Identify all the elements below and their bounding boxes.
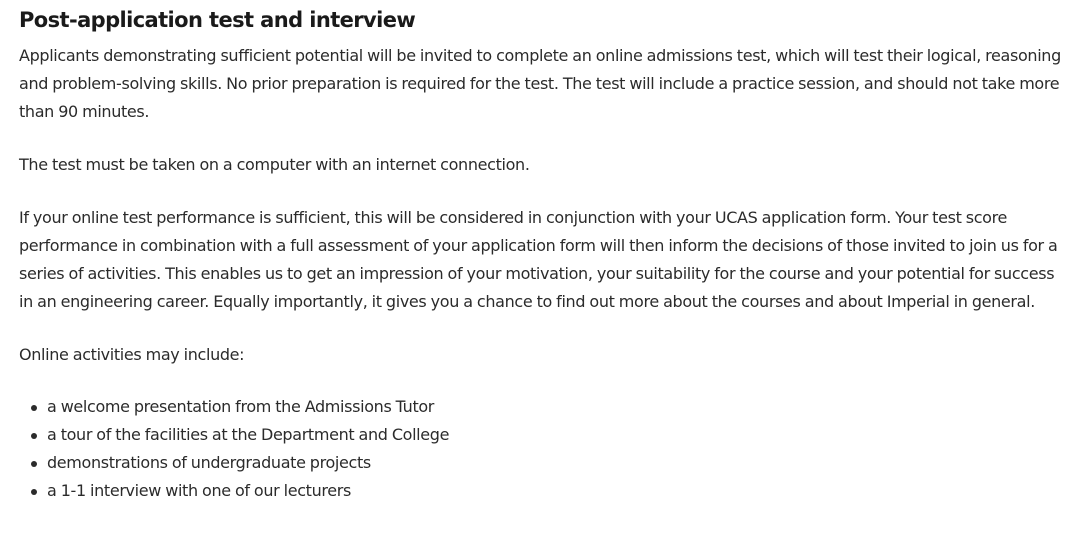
list-item [47, 477, 1069, 505]
bullet-icon [31, 405, 37, 411]
list-item [47, 421, 1069, 449]
paragraph-activities-intro: Online activities may include: [19, 345, 245, 364]
activities-list [19, 393, 1069, 505]
paragraph-test-intro: Applicants demonstrating sufficient potential will be invited to complete an online admissions test, which will test their logical, reasoning and problem-solving skills. No prior preparation is required for the test. The test will include a practice session, and should not take more than 90 minutes. [19, 46, 1061, 121]
list-item-text: a welcome presentation from the Admissions Tutor [47, 397, 435, 416]
bullet-icon [31, 433, 37, 439]
paragraph-test-performance: If your online test performance is sufficient, this will be considered in conjunction with your UCAS application form. Your test score performance in combination with a full assessment of your application form will then inform the decisions of those invited to join us for a series of activities. This enables us to get an impression of your motivation, your suitability for the course and your potential for success in an engineering career. Equally importantly, it gives you a chance to find out more about the courses and about Imperial in general. [19, 208, 1058, 311]
list-item-text: demonstrations of undergraduate projects [47, 453, 371, 472]
content-section [19, 4, 1069, 505]
list-item [47, 449, 1069, 477]
paragraph-computer-requirement: The test must be taken on a computer with an internet connection. [19, 155, 530, 174]
bullet-icon [31, 461, 37, 467]
list-item-text: a tour of the facilities at the Department and College [47, 425, 450, 444]
bullet-icon [31, 489, 37, 495]
list-item [47, 393, 1069, 421]
section-heading: Post-application test and interview [19, 8, 416, 32]
list-item-text: a 1-1 interview with one of our lecturers [47, 481, 351, 500]
